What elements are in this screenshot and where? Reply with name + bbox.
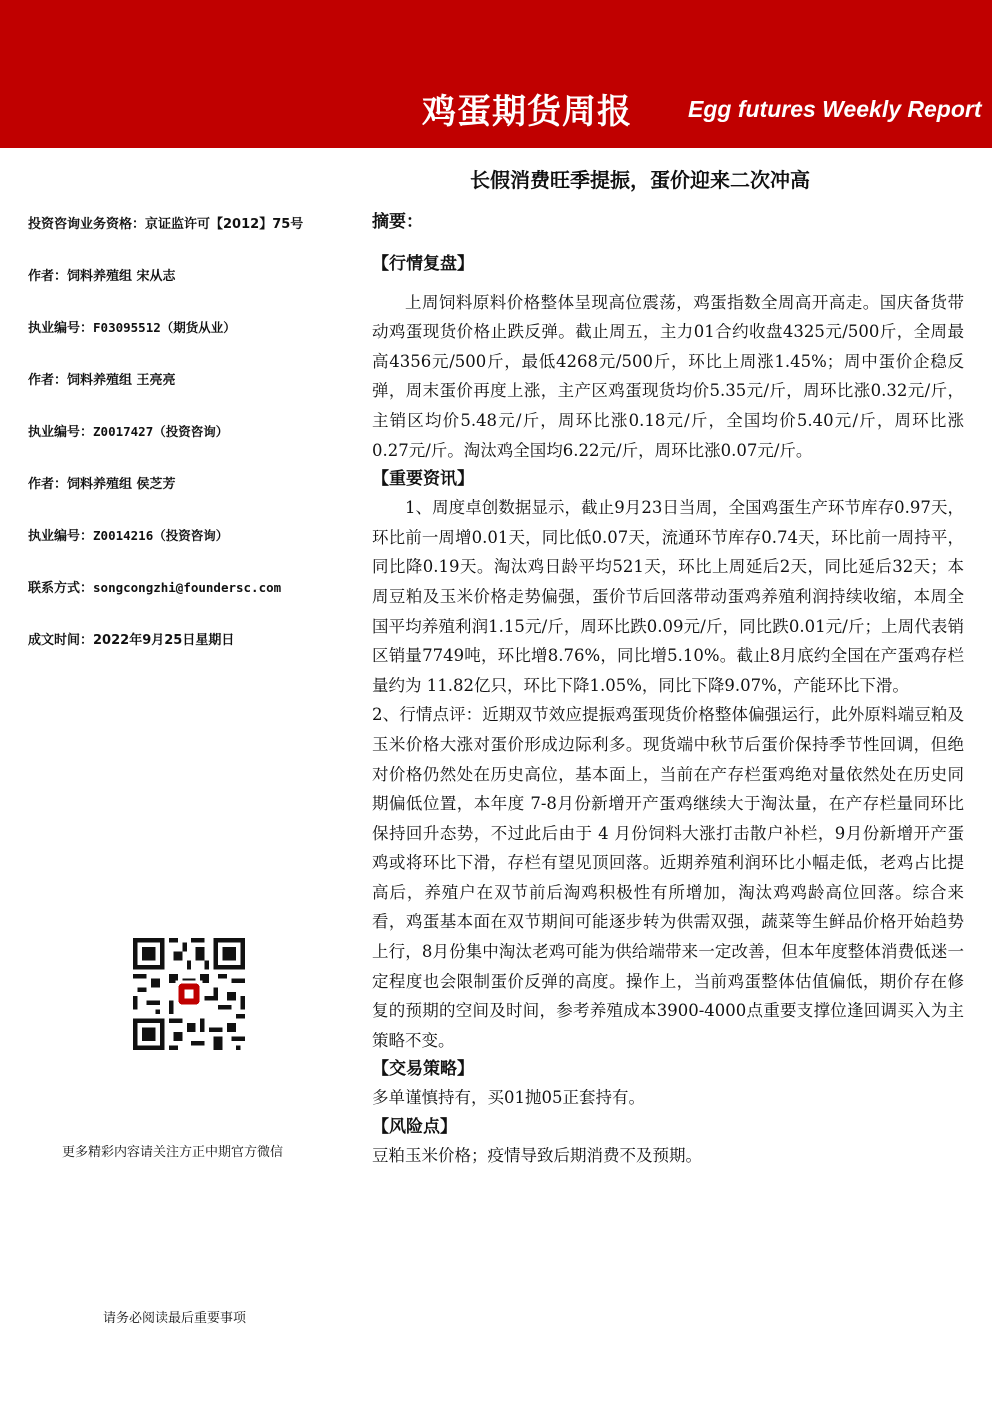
license-line [28,421,228,440]
risk-paragraph: 豆粕玉米价格；疫情导致后期消费不及预期。 [372,1146,702,1166]
meta-value: Z0017427（投资咨询） [93,424,229,439]
report-title-cn: 鸡蛋期货周报 [422,92,632,132]
meta-label: 执业编号： [28,321,94,336]
disclaimer-note: 请务必阅读最后重要事项 [103,1311,247,1326]
summary-label: 摘要： [372,212,423,232]
author-line [28,473,176,492]
author-line [28,265,176,284]
contact-email[interactable]: songcongzhi@foundersc.com [93,580,282,595]
meta-label: 作者： [28,477,68,492]
news-paragraph-2: 2、行情点评：近期双节效应提振鸡蛋现货价格整体偏强运行，此外原料端豆粕及玉米价格大涨对蛋价形成边际利多。现货端中秋节后蛋价保持季节性回调，但绝对价格仍然处在历史高位，基本面上，当前在产存栏蛋鸡绝对量依然处在历史同期偏低位置，本年度 7-8月份新增开产蛋鸡继续大于淘汰量，在产存栏量同环比保持回升态势，不过此后由于 4 月份饲料大涨打击散户补栏，9月份新增开产蛋鸡或将环比下滑，存栏有望见顶回落。近期养殖利润环比小幅走低，老鸡占比提高后，养殖户在双节前后淘鸡积极性有所增加，淘汰鸡鸡龄高位回落。综合来看，鸡蛋基本面在双节期间可能逐步转为供需双强，蔬菜等生鲜品价格开始趋势上行，8月份集中淘汰老鸡可能为供给端带来一定改善，但本年度整体消费低迷一定程度也会限制蛋价反弹的高度。操作上，当前鸡蛋整体估值偏低，期价存在修复的预期的空间及时间，参考养殖成本3900-4000点重要支撑位逢回调买入为主策略不变。 [372,705,964,1050]
contact-line [28,577,281,596]
section-title-risk: 【风险点】 [372,1117,457,1138]
meta-value: 2022年9月25日星期日 [93,633,235,648]
meta-label: 投资咨询业务资格： [28,217,146,232]
summary-column [372,208,964,1171]
meta-label: 联系方式： [28,581,94,596]
license-line [28,317,236,336]
market-review-paragraph: 上周饲料原料价格整体呈现高位震荡，鸡蛋指数全周高开高走。国庆备货带动鸡蛋现货价格止跌反弹。截止周五，主力01合约收盘4325元/500斤，全周最高4356元/500斤，最低4268元/500斤，环比上周涨1.45%；周中蛋价企稳反弹，周末蛋价再度上涨，主产区鸡蛋现货均价5.35元/斤，周环比涨0.32元/斤，主销区均价5.48元/斤，周环比涨0.18元/斤，全国均价5.40元/斤，周环比涨0.27元/斤。淘汰鸡全国均6.22元/斤，周环比涨0.07元/斤。 [372,292,964,460]
wechat-qr-code [133,938,245,1050]
meta-value: 饲料养殖组 侯芝芳 [67,477,176,492]
meta-value: 饲料养殖组 王亮亮 [67,373,176,388]
license-line [28,525,228,544]
headline: 长假消费旺季提振，蛋价迎来二次冲高 [470,168,810,192]
date-line [28,629,234,648]
meta-label: 作者： [28,373,68,388]
meta-label: 执业编号： [28,529,94,544]
header-banner [0,0,992,148]
meta-value: Z0014216（投资咨询） [93,528,229,543]
meta-value: 饲料养殖组 宋从志 [67,269,176,284]
meta-value: 京证监许可【2012】75号 [145,217,304,232]
meta-label: 作者： [28,269,68,284]
meta-label: 执业编号： [28,425,94,440]
section-title-strategy: 【交易策略】 [372,1059,474,1080]
strategy-paragraph: 多单谨慎持有，买01抛05正套持有。 [372,1088,645,1108]
news-paragraph-1: 1、周度卓创数据显示，截止9月23日当周，全国鸡蛋生产环节库存0.97天，环比前一周增0.01天，同比低0.07天，流通环节库存0.74天，环比前一周持平，同比降0.19天。淘汰鸡日龄平均521天，环比上周延后2天，同比延后32天；本周豆粕及玉米价格走势偏强，蛋价节后回落带动蛋鸡养殖利润持续收缩，本周全国平均养殖利润1.15元/斤，周环比跌0.09元/斤，同比跌0.01元/斤；上周代表销区销量7749吨，环比增8.76%，同比增5.10%。截止8月底约全国在产蛋鸡存栏量约为 11.82亿只，环比下降1.05%，同比下降9.07%，产能环比下滑。 [372,498,964,695]
author-line [28,369,176,388]
meta-value: F03095512（期货从业） [93,320,236,335]
report-title-en: Egg futures Weekly Report [688,96,982,122]
section-title-news: 【重要资讯】 [372,469,474,490]
section-title-market-review: 【行情复盘】 [372,253,474,274]
qualification-line [28,213,303,232]
meta-label: 成文时间： [28,633,94,648]
qr-caption: 更多精彩内容请关注方正中期官方微信 [62,1145,284,1160]
